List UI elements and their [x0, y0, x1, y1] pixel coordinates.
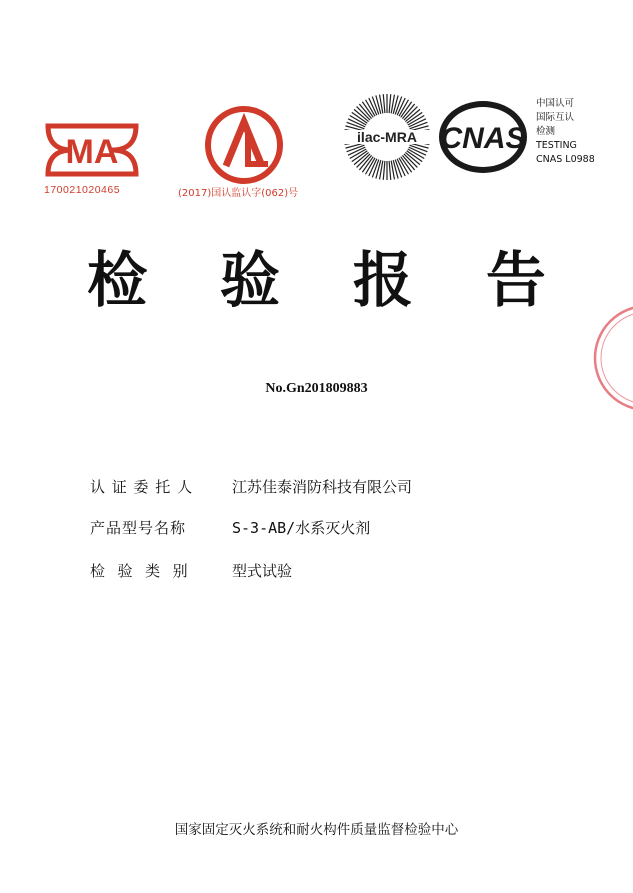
cnas-logo-icon: [436, 98, 530, 176]
client-value: 江苏佳泰消防科技有限公司: [232, 478, 413, 496]
product-label: 产品型号名称: [90, 519, 187, 537]
product-value: S-3-AB/水系灭火剂: [232, 519, 371, 537]
ilac-ray: [383, 94, 385, 113]
cnas-line: 中国认可: [536, 98, 575, 109]
cnas-line: 检测: [536, 126, 556, 137]
svg-text:CNAS: CNAS: [440, 122, 526, 155]
ilac-ray: [389, 94, 391, 113]
report-number: No.Gn201809883: [265, 381, 368, 396]
cal-logo-icon: [198, 104, 290, 186]
cma-code: 170021020465: [44, 184, 121, 196]
client-label: 认 证 委 托 人: [90, 478, 194, 496]
cnas-line: 国际互认: [536, 112, 575, 123]
issuing-center: 国家固定灭火系统和耐火构件质量监督检验中心: [174, 822, 459, 838]
ilac-mra-logo-icon: [342, 92, 432, 182]
cnas-accreditation-text: [536, 97, 595, 167]
report-title: 检 验 报 告: [87, 246, 572, 316]
cal-code: (2017)国认监认字(062)号: [178, 188, 299, 199]
ilac-ray: [383, 161, 385, 180]
ilac-ray: [389, 161, 391, 180]
cma-logo-icon: [42, 118, 142, 180]
cnas-line: TESTING: [536, 140, 577, 151]
cnas-line: CNAS L0988: [536, 154, 595, 165]
test-type-label: 检 验 类 别: [90, 562, 189, 580]
official-seal-icon: [585, 298, 633, 418]
test-type-value: 型式试验: [232, 562, 293, 580]
svg-text:MA: MA: [65, 133, 119, 171]
svg-text:ilac-MRA: ilac-MRA: [357, 129, 417, 145]
